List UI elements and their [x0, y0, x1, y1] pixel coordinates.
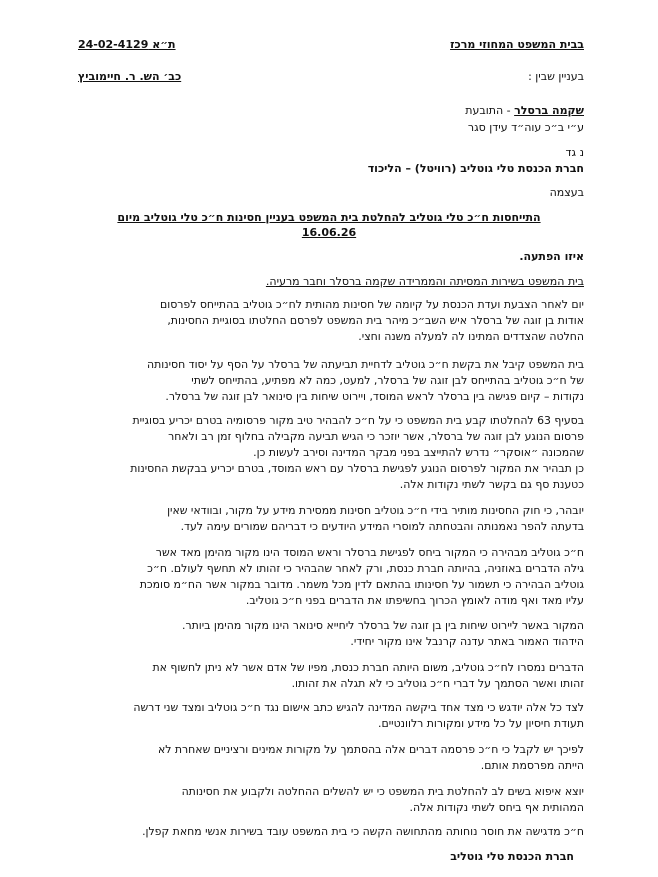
paragraph-line: של ח״כ גוטליב בהתייחס לבן זוגה של ברסלר, למעט, כמה לא מפתיע, בהתייחס לשתי	[191, 374, 584, 387]
court-name: בבית המשפט המחוזי מרכז	[450, 38, 584, 51]
paragraph-line: ח״כ מדגישה את חוסר נוחותה מהתחושה הקשה כי בית המשפט עובד בשירות אנשי מחאת קפלן.	[142, 825, 584, 838]
paragraph-line: אודות בן זוגה של ברסלר איש השב״כ מיהר בית המשפט לפרסם החלטתו בסוגיית החסינות,	[167, 314, 584, 327]
petitioner-line	[368, 162, 584, 175]
paragraph-line: החלטה שהצדדים המתינו לה למעלה משנה וחצי.	[358, 330, 584, 343]
paragraph-line: שהמכונה ״אוסקר״ נדרש להתייצב בפני מבקר המדינה וסירב לעשות כן.	[253, 446, 584, 459]
paragraph-line: המהותית אף ביחס לשתי נקודות אלה.	[409, 801, 584, 814]
respondent-counsel: ע״י ב״כ עוה״ד עידן סגר	[467, 121, 584, 134]
paragraph-line: בסעיף 63 להחלטתו קבע בית המשפט כי על ח״כ להבהיר טיב מקור פרסומיה בטרם יכריע בסוגיית	[132, 414, 584, 427]
paragraph-line: יובהר, כי חוק החסינות מותיר בידי ח״כ גוטליב חסינות ממסירת מידע על מקור, ובוודאי שאין	[167, 504, 584, 517]
paragraph-line: זהותו ואשר הסתמך על דברי ח״כ גוטליב כי לא תגלה את זהותו.	[291, 677, 584, 690]
paragraph-line: נקודות – קיום פגישה בין ברסלר לראש המוסד, ויירוט שיחות בין סינואר לבן זוגה של ברסלר.	[165, 390, 584, 403]
document-title-date: 16.06.26	[301, 226, 357, 239]
in-matter-label: בעניין שבין :	[528, 70, 584, 83]
paragraph-line: המקור באשר ליירוט שיחות בין בן זוגה של ברסלר ליחייא סינואר הינו מקור מהימן ביותר.	[182, 619, 584, 632]
respondent-name: שקמה ברסלר	[514, 104, 584, 117]
paragraph-line: גוטליב הבהירה כי תשמור על חסינותו בהתאם לדין מכל משמר. מדובר במקור אשר הח״מ סומכת	[139, 578, 584, 591]
paragraph-line: הדברים נמסרו לח״כ גוטליב, משום היותה חברת כנסת, מפיו של אדם אשר לא ניתן לחשוף את	[152, 661, 584, 674]
paragraph-line: יום לאחר הצבעת ועדת הכנסת על קיומה של חסינות מהותית לח״כ גוטליב בהתייחס לפרסום	[160, 298, 584, 311]
respondent-line	[465, 104, 584, 117]
paragraph-line: תעודת חיסיון על כל מידע ומקורות רלוונטיים.	[378, 717, 584, 730]
judge-name: כב׳ הש. ר. חיימוביץ	[78, 70, 182, 83]
paragraph-line: הידהוד האמור באתר עדנה קרנבל אינו מקור יחידי.	[350, 635, 584, 648]
paragraph-line: פרסום הנוגע לבן זוגה של ברסלר, אשר יוזכר כי הגיש תביעה מקבילה בחלוף זמן רב ולאחר	[168, 430, 584, 443]
paragraph-line: בית המשפט קיבל את בקשת ח״כ גוטליב לדחיית תביעתה של ברסלר על הסף על יסוד חסינותה	[146, 358, 584, 371]
section-heading-court: בית המשפט בשירות המסיתה והממרידה שקמה ברסלר וחבר מרעיה.	[265, 275, 584, 288]
paragraph-line: עליו מאד ואף מודה לאומץ הכרוך בחשיפתו את הדברים בפני ח״כ גוטליב.	[245, 594, 584, 607]
document-title: התייחסות ח״כ טלי גוטליב להחלטת בית המשפט בעניין חסינות ח״כ טלי גוטליב מיום	[117, 211, 541, 224]
paragraph-line: בדעתה להפר נאמנותה והבטחתה למוסרי המידע היודעים כי דבריהם שמורים עימה לעד.	[180, 520, 584, 533]
paragraph-line: ח״כ גוטליב מבהירה כי המקור ביחס לפגישת ברסלר וראש המוסד הינו מקור מהימן מאד אשר	[155, 546, 584, 559]
paragraph-line: יוצא איפוא בשים לב להחלטת בית המשפט כי יש להשלים ההחלטה ולקבוע את חסינותה	[181, 785, 584, 798]
self-label: בעצמה	[549, 186, 584, 199]
petitioner-name: חברת הכנסת טלי גוטליב (רוויטל) – הליכוד	[367, 162, 584, 175]
paragraph-line: כן תבהיר את המקור לפרסום הנוגע לפגישת ברסלר עם ראש המוסד, בטרם יכריע בבקשת החסינות	[130, 462, 584, 475]
respondent-role: - התובעת	[465, 104, 511, 117]
paragraph-line: לצד כל אלה יודגש כי מצד אחד ביקשה המדינה להגיש כתב אישום נגד ח״כ גוטליב ומצד שני דרשה	[133, 701, 584, 714]
paragraph-line: הייתה מפרסמת אותם.	[480, 759, 584, 772]
section-heading-surprise: איזו הפתעה.	[519, 250, 584, 263]
signature: חברת הכנסת טלי גוטליב	[450, 850, 574, 863]
case-number: ת״א 24-02-4129	[78, 38, 176, 51]
paragraph-line: כטענת סף גם בקשר לשתי נקודות אלה.	[399, 478, 584, 491]
versus-label: נ גד	[565, 146, 584, 159]
paragraph-line: לפיכך יש לקבל כי ח״כ פרסמה דברים אלה בהסתמך על מקורות אמינים ורציניים שאחרת לא	[157, 743, 584, 756]
paragraph-line: גילה הדברים באוזניה, בהיותה חברת כנסת, ורק לאחר שהבהיר כי זהותו לא תחשף לעולם. ח״כ	[147, 562, 584, 575]
